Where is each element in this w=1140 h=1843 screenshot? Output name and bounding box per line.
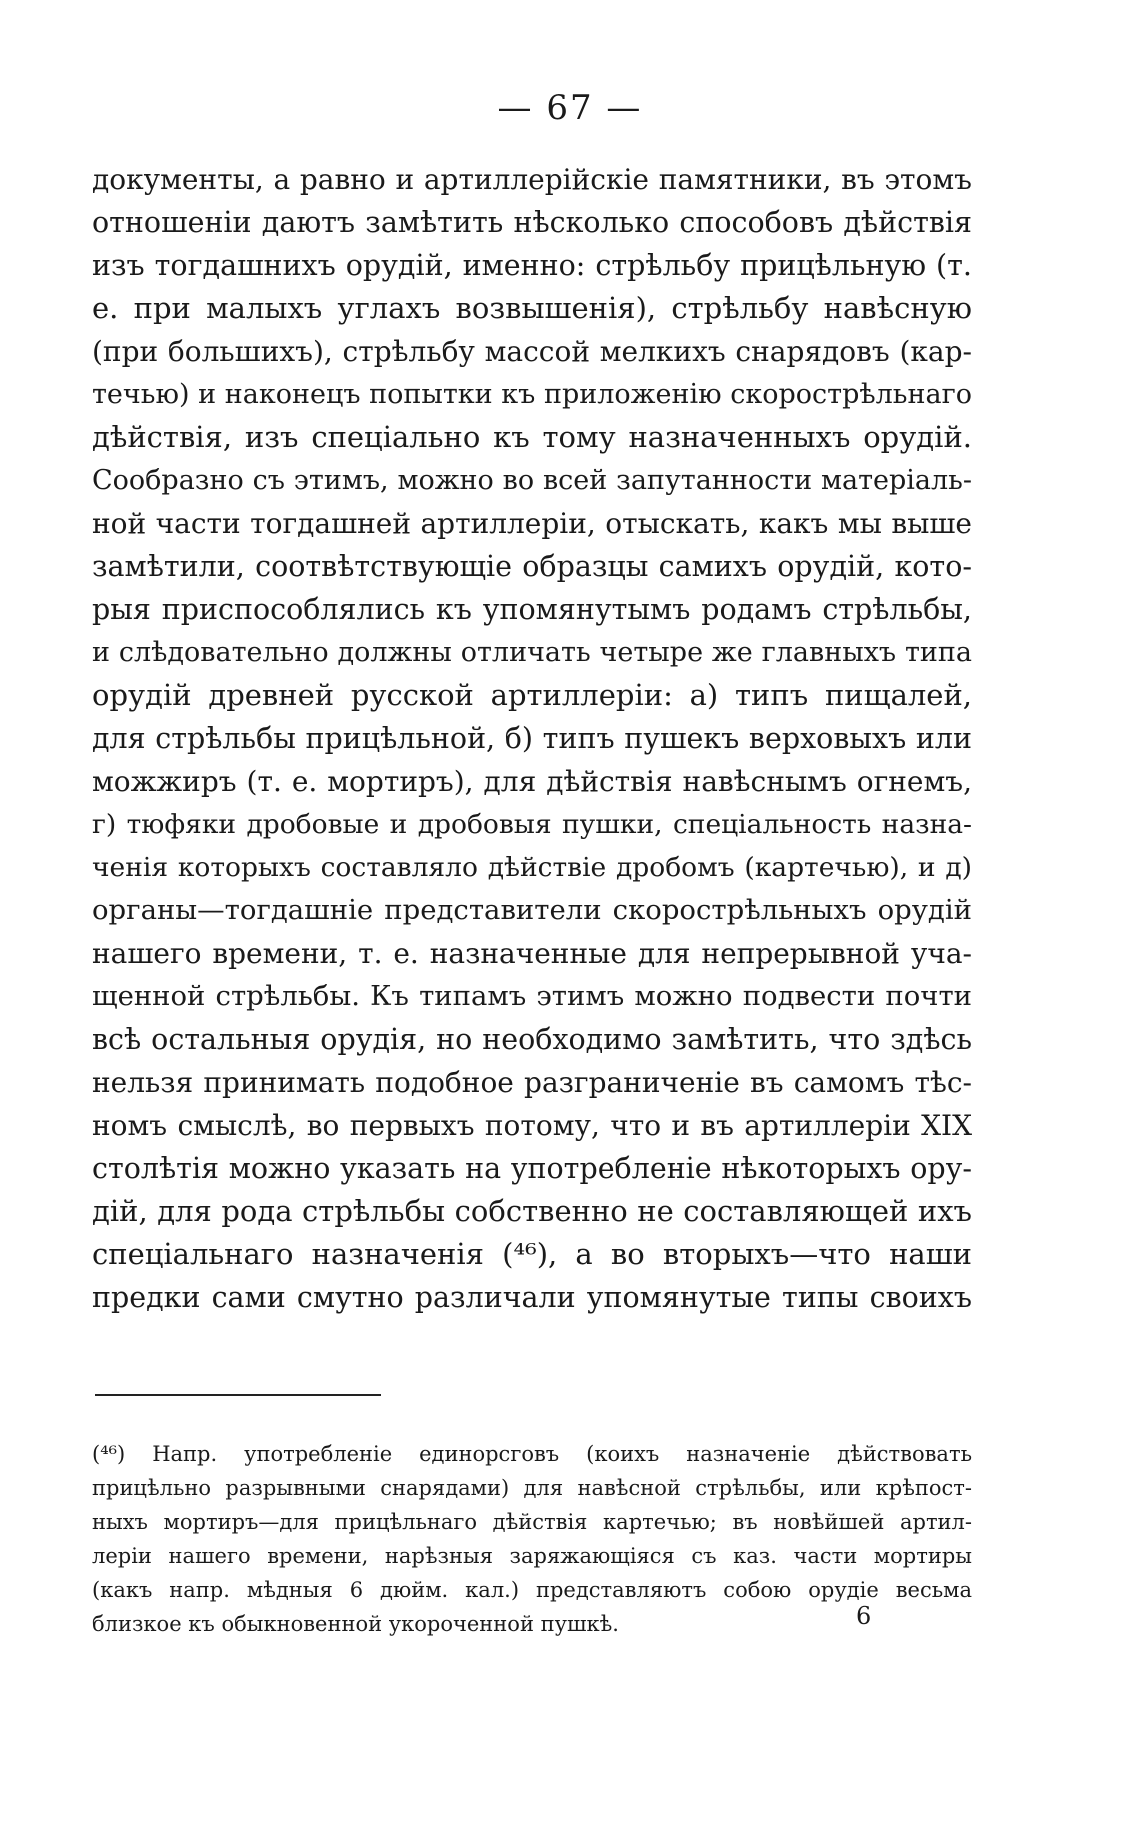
text-line: Сообразно съ этимъ, можно во всей запутанности матеріаль-: [92, 465, 972, 496]
page-number: — 67 —: [497, 88, 643, 128]
text-line: органы—тогдашніе представители скорострѣльныхъ орудій: [92, 894, 972, 926]
signature-mark: 6: [856, 1602, 872, 1630]
footnote-line: леріи нашего времени, нарѣзныя заряжающіяся съ каз. части мортиры: [92, 1544, 972, 1568]
text-line: дій, для рода стрѣльбы собственно не составляющей ихъ: [92, 1194, 972, 1228]
text-line: предки сами смутно различали упомянутые типы своихъ: [92, 1281, 972, 1314]
text-line: столѣтія можно указать на употребленіе нѣкоторыхъ ору-: [92, 1152, 972, 1185]
footnote-line: ныхъ мортиръ—для прицѣльнаго дѣйствія картечью; въ новѣйшей артил-: [92, 1510, 972, 1534]
text-line: замѣтили, соотвѣтствующіе образцы самихъ орудій, кото-: [92, 550, 972, 583]
text-line: можжиръ (т. е. мортиръ), для дѣйствія навѣснымъ огнемъ,: [92, 765, 972, 798]
text-line: рыя приспособлялись къ упомянутымъ родамъ стрѣльбы,: [92, 593, 972, 626]
text-line: ченія которыхъ составляло дѣйствіе дробомъ (картечью), и д): [92, 852, 972, 883]
text-line: изъ тогдашнихъ орудій, именно: стрѣльбу прицѣльную (т.: [92, 249, 972, 282]
footnote-block: [92, 1437, 972, 1641]
text-line: е. при малыхъ углахъ возвышенія), стрѣльбу навѣсную: [92, 291, 972, 325]
text-line: дѣйствія, изъ спеціально къ тому назначенныхъ орудій.: [92, 420, 972, 454]
text-line: нельзя принимать подобное разграниченіе въ самомъ тѣс-: [92, 1066, 972, 1099]
footnote-divider: [95, 1394, 381, 1396]
footnote-line: (⁴⁶) Напр. употребленіе единорсговъ (коихъ назначеніе дѣйствовать: [92, 1442, 972, 1466]
text-line: (при большихъ), стрѣльбу массой мелкихъ снарядовъ (кар-: [92, 335, 972, 368]
text-line: щенной стрѣльбы. Къ типамъ этимъ можно подвести почти: [92, 980, 972, 1012]
text-line: г) тюфяки дробовые и дробовыя пушки, спеціальность назна-: [92, 809, 972, 840]
footnote-line: прицѣльно разрывными снарядами) для навѣсной стрѣльбы, или крѣпост-: [92, 1476, 972, 1500]
text-line: номъ смыслѣ, во первыхъ потому, что и въ артиллеріи XIX: [92, 1109, 972, 1142]
text-line: спеціальнаго назначенія (⁴⁶), а во вторыхъ—что наши: [92, 1237, 972, 1271]
text-line: и слѣдовательно должны отличать четыре же главныхъ типа: [92, 637, 972, 668]
text-line: орудій древней русской артиллеріи: а) типъ пищалей,: [92, 678, 972, 712]
footnote-line: (какъ напр. мѣдныя 6 дюйм. кал.) представляютъ собою орудіе весьма: [92, 1578, 972, 1602]
text-line: для стрѣльбы прицѣльной, б) типъ пушекъ верховыхъ или: [92, 722, 972, 755]
text-line: ной части тогдашней артиллеріи, отыскать, какъ мы выше: [92, 507, 972, 540]
text-line: всѣ остальныя орудія, но необходимо замѣтить, что здѣсь: [92, 1023, 972, 1056]
text-line: отношеніи даютъ замѣтить нѣсколько способовъ дѣйствія: [92, 206, 972, 239]
text-line: течью) и наконецъ попытки къ приложенію скорострѣльнаго: [92, 379, 972, 410]
main-text-block: [92, 158, 972, 1319]
footnote-line: близкое къ обыкновенной укороченной пушкѣ.: [92, 1612, 619, 1636]
text-line: документы, а равно и артиллерійскіе памятники, въ этомъ: [92, 163, 972, 196]
text-line: нашего времени, т. е. назначенные для непрерывной уча-: [92, 937, 972, 970]
